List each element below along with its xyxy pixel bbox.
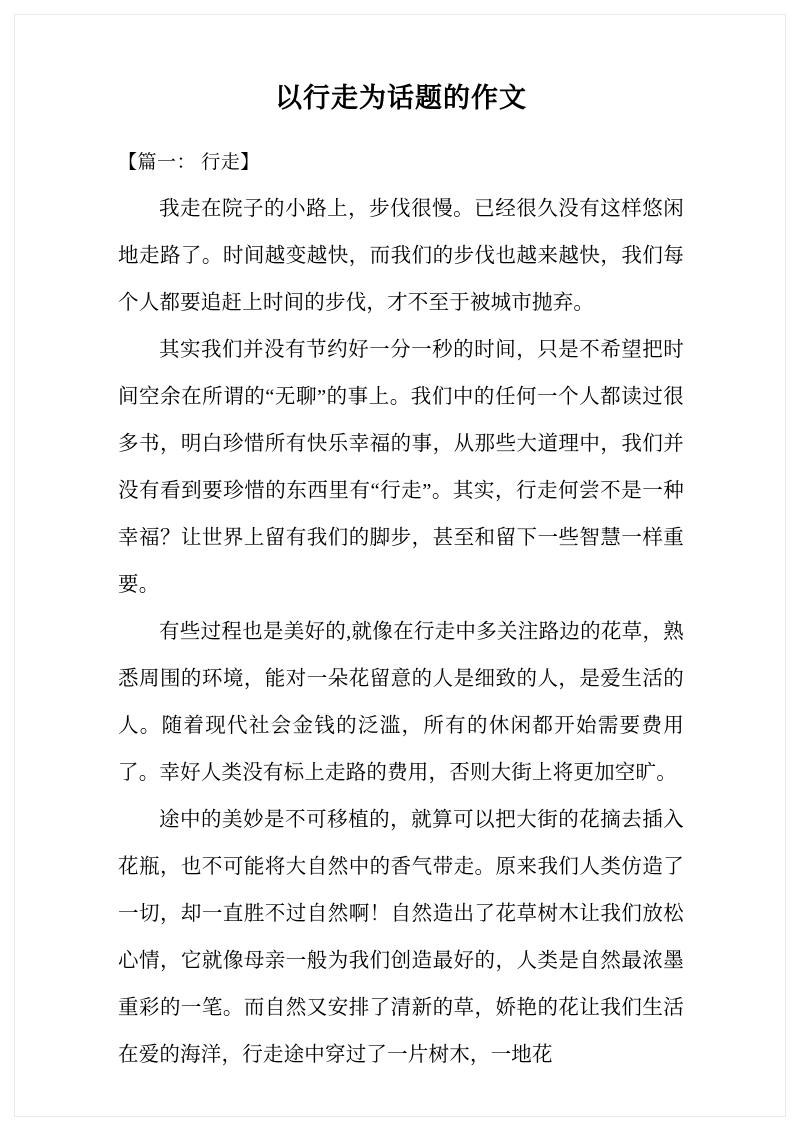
paragraph: 我走在院子的小路上，步伐很慢。已经很久没有这样悠闲地走路了。时间越变越快，而我们的步伐也越来越快，我们每个人都要追赶上时间的步伐，才不至于被城市抛弃。 <box>118 198 684 314</box>
paragraph: 途中的美妙是不可移植的，就算可以把大街的花摘去插入花瓶，也不可能将大自然中的香气带走。原来我们人类仿造了一切，却一直胜不过自然啊！自然造出了花草树木让我们放松心情，它就像母亲一般为我们创造最好的，人类是自然最浓墨重彩的一笔。而自然又安排了清新的草，娇艳的花让我们生活在爱的海洋，行走途中穿过了一片树木，一地花 <box>118 809 684 1066</box>
paragraph: 有些过程也是美好的,就像在行走中多关注路边的花草，熟悉周围的环境，能对一朵花留意的人是细致的人，是爱生活的人。随着现代社会金钱的泛滥，所有的休闲都开始需要费用了。幸好人类没有标上走路的费用，否则大街上将更加空旷。 <box>118 621 684 784</box>
page-title: 以行走为话题的作文 <box>275 83 527 113</box>
paragraph: 其实我们并没有节约好一分一秒的时间，只是不希望把时间空余在所谓的“无聊”的事上。我们中的任何一个人都读过很多书，明白珍惜所有快乐幸福的事，从那些大道理中，我们并没有看到要珍惜的东西里有“行走”。其实，行走何尝不是一种幸福？让世界上留有我们的脚步，甚至和留下一些智慧一样重要。 <box>118 339 684 596</box>
section-heading: 【篇一： 行走】 <box>118 152 260 173</box>
document-body <box>118 78 684 1079</box>
